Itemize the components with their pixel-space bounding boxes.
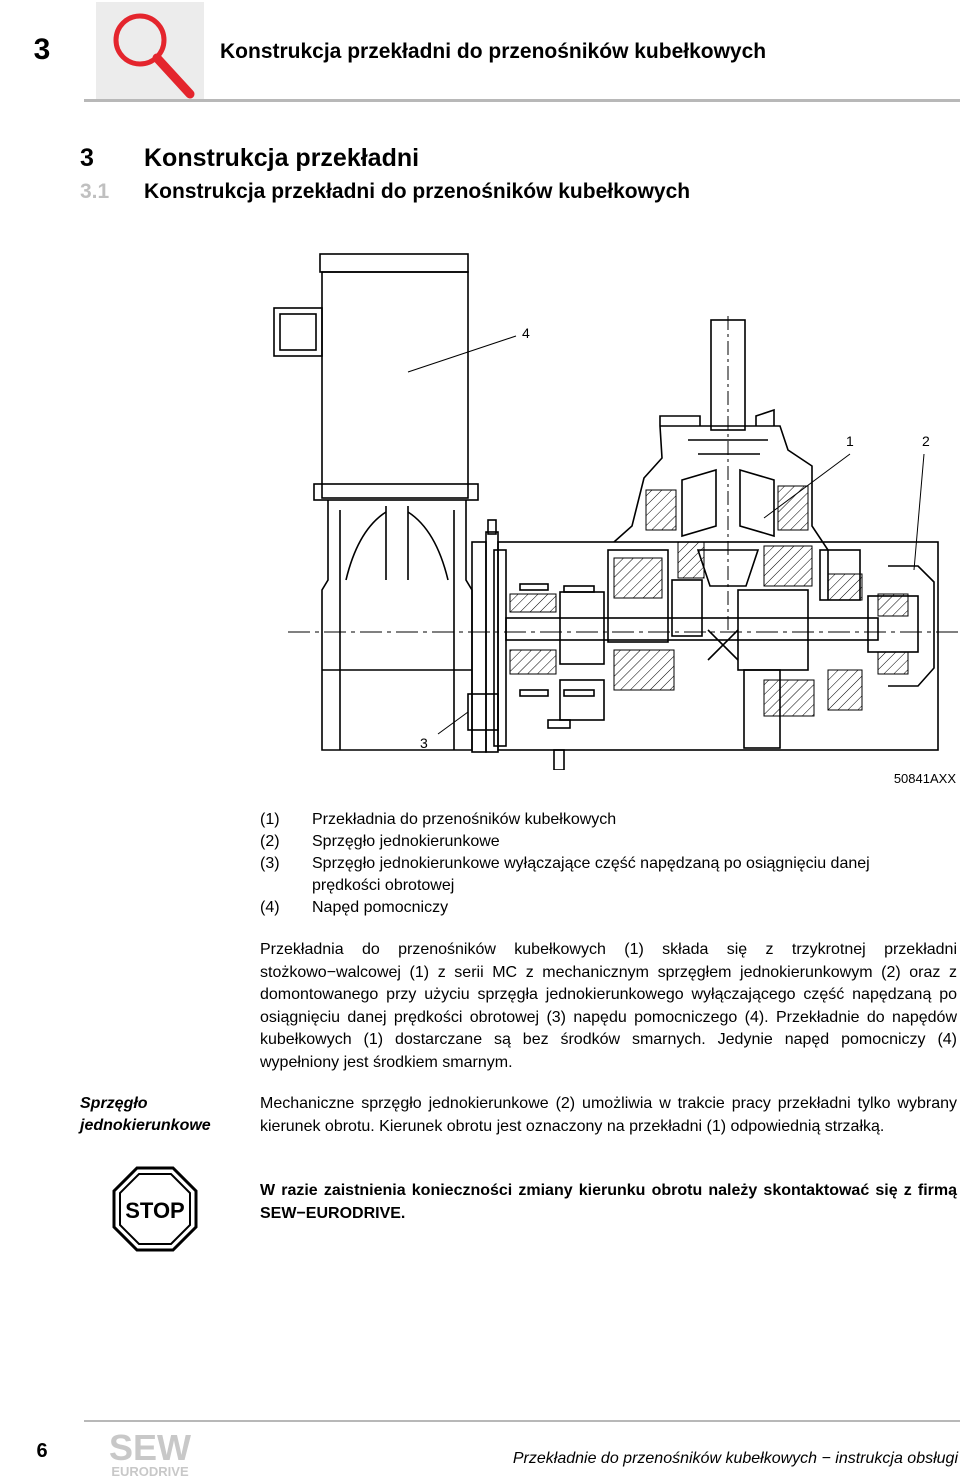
logo-top-text: SEW bbox=[108, 1428, 192, 1468]
magnifier-icon bbox=[96, 2, 204, 100]
subsection-number: 3.1 bbox=[80, 180, 110, 203]
page-footer bbox=[0, 1420, 960, 1482]
margin-heading: Sprzęgło jednokierunkowe bbox=[80, 1095, 211, 1134]
callout-1: 1 bbox=[846, 433, 854, 449]
coupling-paragraph: Mechaniczne sprzęgło jednokierunkowe (2) umożliwia w trakcie pracy przekładni tylko wybrany kierunek obrotu. Kierunek obrotu jest oznaczony na przekładni (1) odpowiednią strzałką. bbox=[260, 1095, 957, 1135]
page-number-tab bbox=[0, 1420, 84, 1482]
legend-text: Napęd pomocniczy bbox=[312, 899, 449, 916]
running-title: Konstrukcja przekładni do przenośników kubełkowych bbox=[220, 40, 767, 63]
chapter-tab bbox=[0, 0, 84, 100]
callout-2: 2 bbox=[922, 433, 930, 449]
legend-number: (2) bbox=[260, 833, 280, 850]
logo-bottom-text: EURODRIVE bbox=[111, 1464, 189, 1479]
legend-number: (3) bbox=[260, 855, 280, 872]
sew-logo bbox=[96, 1428, 204, 1480]
figure-legend bbox=[260, 809, 940, 919]
subsection-title: Konstrukcja przekładni do przenośników kubełkowych bbox=[144, 180, 691, 203]
page-number: 6 bbox=[36, 1439, 48, 1462]
header-rule bbox=[84, 99, 960, 102]
footer-rule bbox=[84, 1420, 960, 1422]
legend-item bbox=[260, 853, 940, 897]
legend-text: Przekładnia do przenośników kubełkowych bbox=[312, 811, 617, 828]
stop-label: STOP bbox=[125, 1198, 185, 1223]
legend-item bbox=[260, 809, 940, 831]
callout-3: 3 bbox=[420, 735, 428, 751]
subsection-heading bbox=[80, 180, 690, 204]
section-title: Konstrukcja przekładni bbox=[144, 144, 420, 172]
legend-number: (1) bbox=[260, 811, 280, 828]
callout-4: 4 bbox=[522, 325, 530, 341]
section-heading bbox=[80, 144, 419, 173]
chapter-number: 3 bbox=[33, 33, 51, 66]
intro-paragraph: Przekładnia do przenośników kubełkowych (1) składa się z trzykrotnej przekładni stożkowo−walcowej (1) z serii MC z mechanicznym sprzęgłem jednokierunkowym (2) oraz z domontowanego przy użyciu sprzęgła jednokierunkowego wyłączającego część napędzaną po osiągnięciu danej prędkości obrotowej (3) napędu pomocniczego (4). Przekładnie do napędów kubełkowych (1) dostarczane są bez środków smarnych. Jedynie napęd pomocniczy (4) wypełniony jest środkiem smarnym. bbox=[260, 941, 957, 1071]
drawing-id: 50841AXX bbox=[893, 771, 956, 786]
legend-item bbox=[260, 831, 940, 853]
document-title: Przekładnie do przenośników kubełkowych − instrukcja obsługi bbox=[512, 1450, 958, 1467]
legend-number: (4) bbox=[260, 899, 280, 916]
legend-item bbox=[260, 897, 940, 919]
section-number: 3 bbox=[80, 144, 94, 172]
stop-sign-icon bbox=[112, 1166, 198, 1252]
legend-text: Sprzęgło jednokierunkowe wyłączające część napędzaną po osiągnięciu danej prędkości obrotowej bbox=[312, 855, 870, 894]
page-header bbox=[0, 0, 960, 100]
gearbox-drawing bbox=[268, 250, 958, 770]
legend-text: Sprzęgło jednokierunkowe bbox=[312, 833, 500, 850]
warning-paragraph: W razie zaistnienia konieczności zmiany kierunku obrotu należy skontaktować się z firmą SEW−EURODRIVE. bbox=[260, 1182, 957, 1222]
